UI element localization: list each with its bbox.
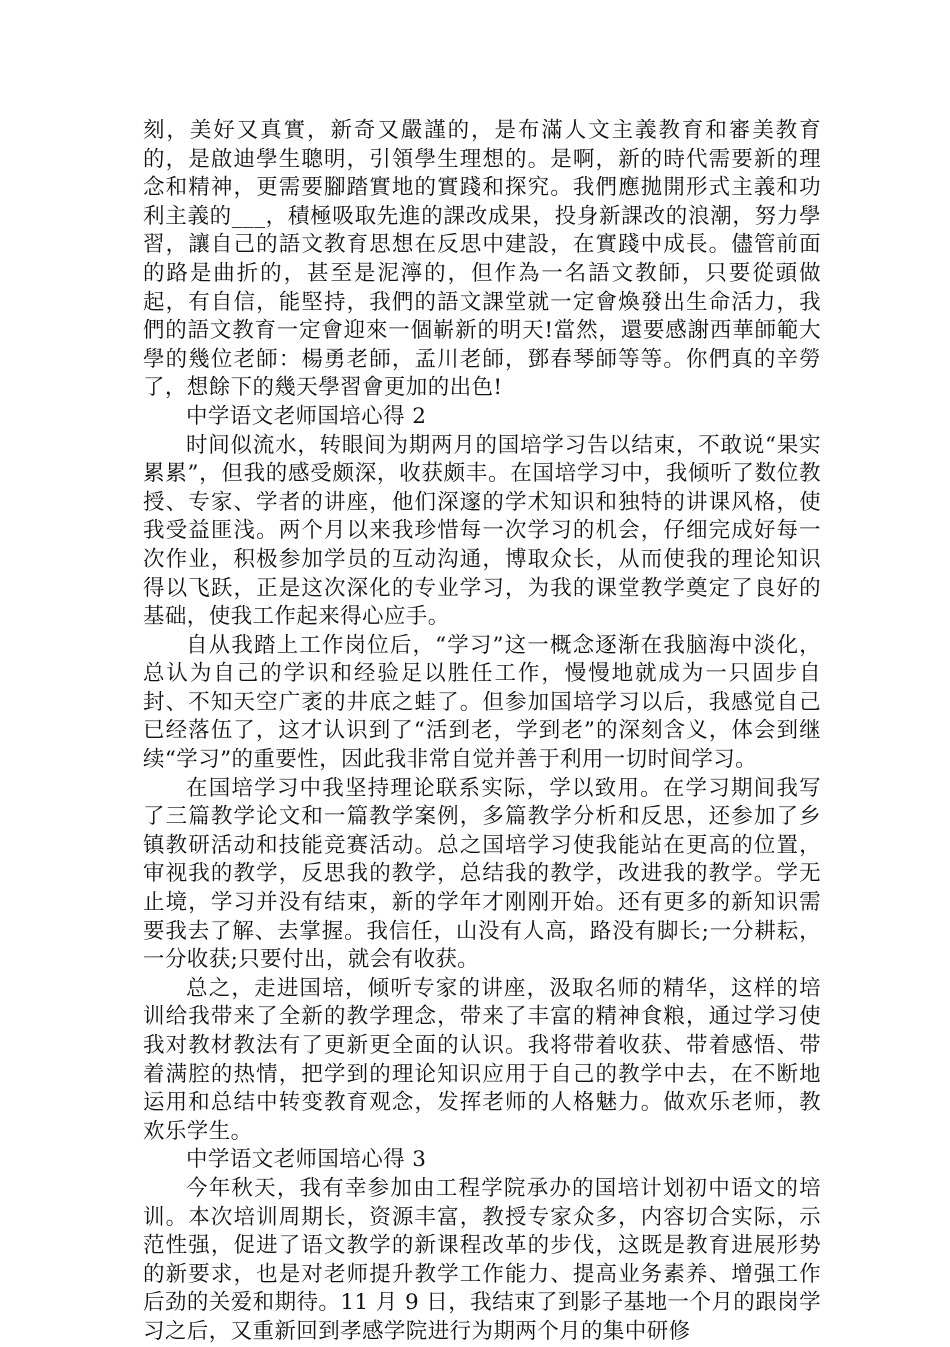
- paragraph: 今年秋天，我有幸参加由工程学院承办的国培计划初中语文的培训。本次培训周期长，资源丰富，教授专家众多，内容切合实际，示范性强，促进了语文教学的新课程改革的步伐，这既是教育进展形势的新要求，也是对老师提升教学工作能力、提高业务素养、增强工作后劲的关爱和期待。11 月 9 日，我结束了到影子基地一个月的跟岗学习之后，又重新回到孝感学院进行为期两个月的集中研修: [143, 1175, 821, 1344]
- paragraph-continuation: 刻，美好又真實，新奇又嚴謹的，是布滿人文主義教育和審美教育的，是啟迪學生聰明，引領學生理想的。是啊，新的時代需要新的理念和精神，更需要腳踏實地的實踐和探究。我們應拋開形式主義和功利主義的___，積極吸取先進的課改成果，投身新課改的浪潮，努力學習，讓自己的語文教育思想在反思中建設，在實踐中成長。儘管前面的路是曲折的，甚至是泥濘的，但作為一名語文教師，只要從頭做起，有自信，能堅持，我們的語文課堂就一定會煥發出生命活力，我們的語文教育一定會迎來一個嶄新的明天!當然，還要感謝西華師範大學的幾位老師：楊勇老師，孟川老師，鄧春琴師等等。你們真的辛勞了，想餘下的幾天學習會更加的出色!: [143, 118, 821, 401]
- paragraph: 自从我踏上工作岗位后，“学习”这一概念逐渐在我脑海中淡化，总认为自己的学识和经验足以胜任工作，慢慢地就成为一只固步自封、不知天空广袤的井底之蛙了。但参加国培学习以后，我感觉自己已经落伍了，这才认识到了“活到老，学到老”的深刻含义，体会到继续“学习”的重要性，因此我非常自觉并善于利用一切时间学习。: [143, 632, 821, 773]
- paragraph: 总之，走进国培，倾听专家的讲座，汲取名师的精华，这样的培训给我带来了全新的教学理念，带来了丰富的精神食粮，通过学习使我对教材教法有了更新更全面的认识。我将带着收获、带着感悟、带着满腔的热情，把学到的理论知识应用于自己的教学中去，在不断地运用和总结中转变教育观念，发挥老师的人格魅力。做欢乐老师，教欢乐学生。: [143, 975, 821, 1144]
- section-heading-3: 中学语文老师国培心得 3: [186, 1147, 427, 1173]
- document-body: [143, 117, 821, 1347]
- section-heading-2: 中学语文老师国培心得 2: [186, 403, 427, 429]
- paragraph: 在国培学习中我坚持理论联系实际，学以致用。在学习期间我写了三篇教学论文和一篇教学案例，多篇教学分析和反思，还参加了乡镇教研活动和技能竞赛活动。总之国培学习使我能站在更高的位置，审视我的教学，反思我的教学，总结我的教学，改进我的教学。学无止境，学习并没有结束，新的学年才刚刚开始。还有更多的新知识需要我去了解、去掌握。我信任，山没有人高，路没有脚长;一分耕耘，一分收获;只要付出，就会有收获。: [143, 775, 821, 973]
- paragraph: 时间似流水，转眼间为期两月的国培学习告以结束，不敢说“果实累累”，但我的感受颇深，收获颇丰。在国培学习中，我倾听了数位教授、专家、学者的讲座，他们深邃的学术知识和独特的讲课风格，使我受益匪浅。两个月以来我珍惜每一次学习的机会，仔细完成好每一次作业，积极参加学员的互动沟通，博取众长，从而使我的理论知识得以飞跃，正是这次深化的专业学习，为我的课堂教学奠定了良好的基础，使我工作起来得心应手。: [143, 432, 821, 630]
